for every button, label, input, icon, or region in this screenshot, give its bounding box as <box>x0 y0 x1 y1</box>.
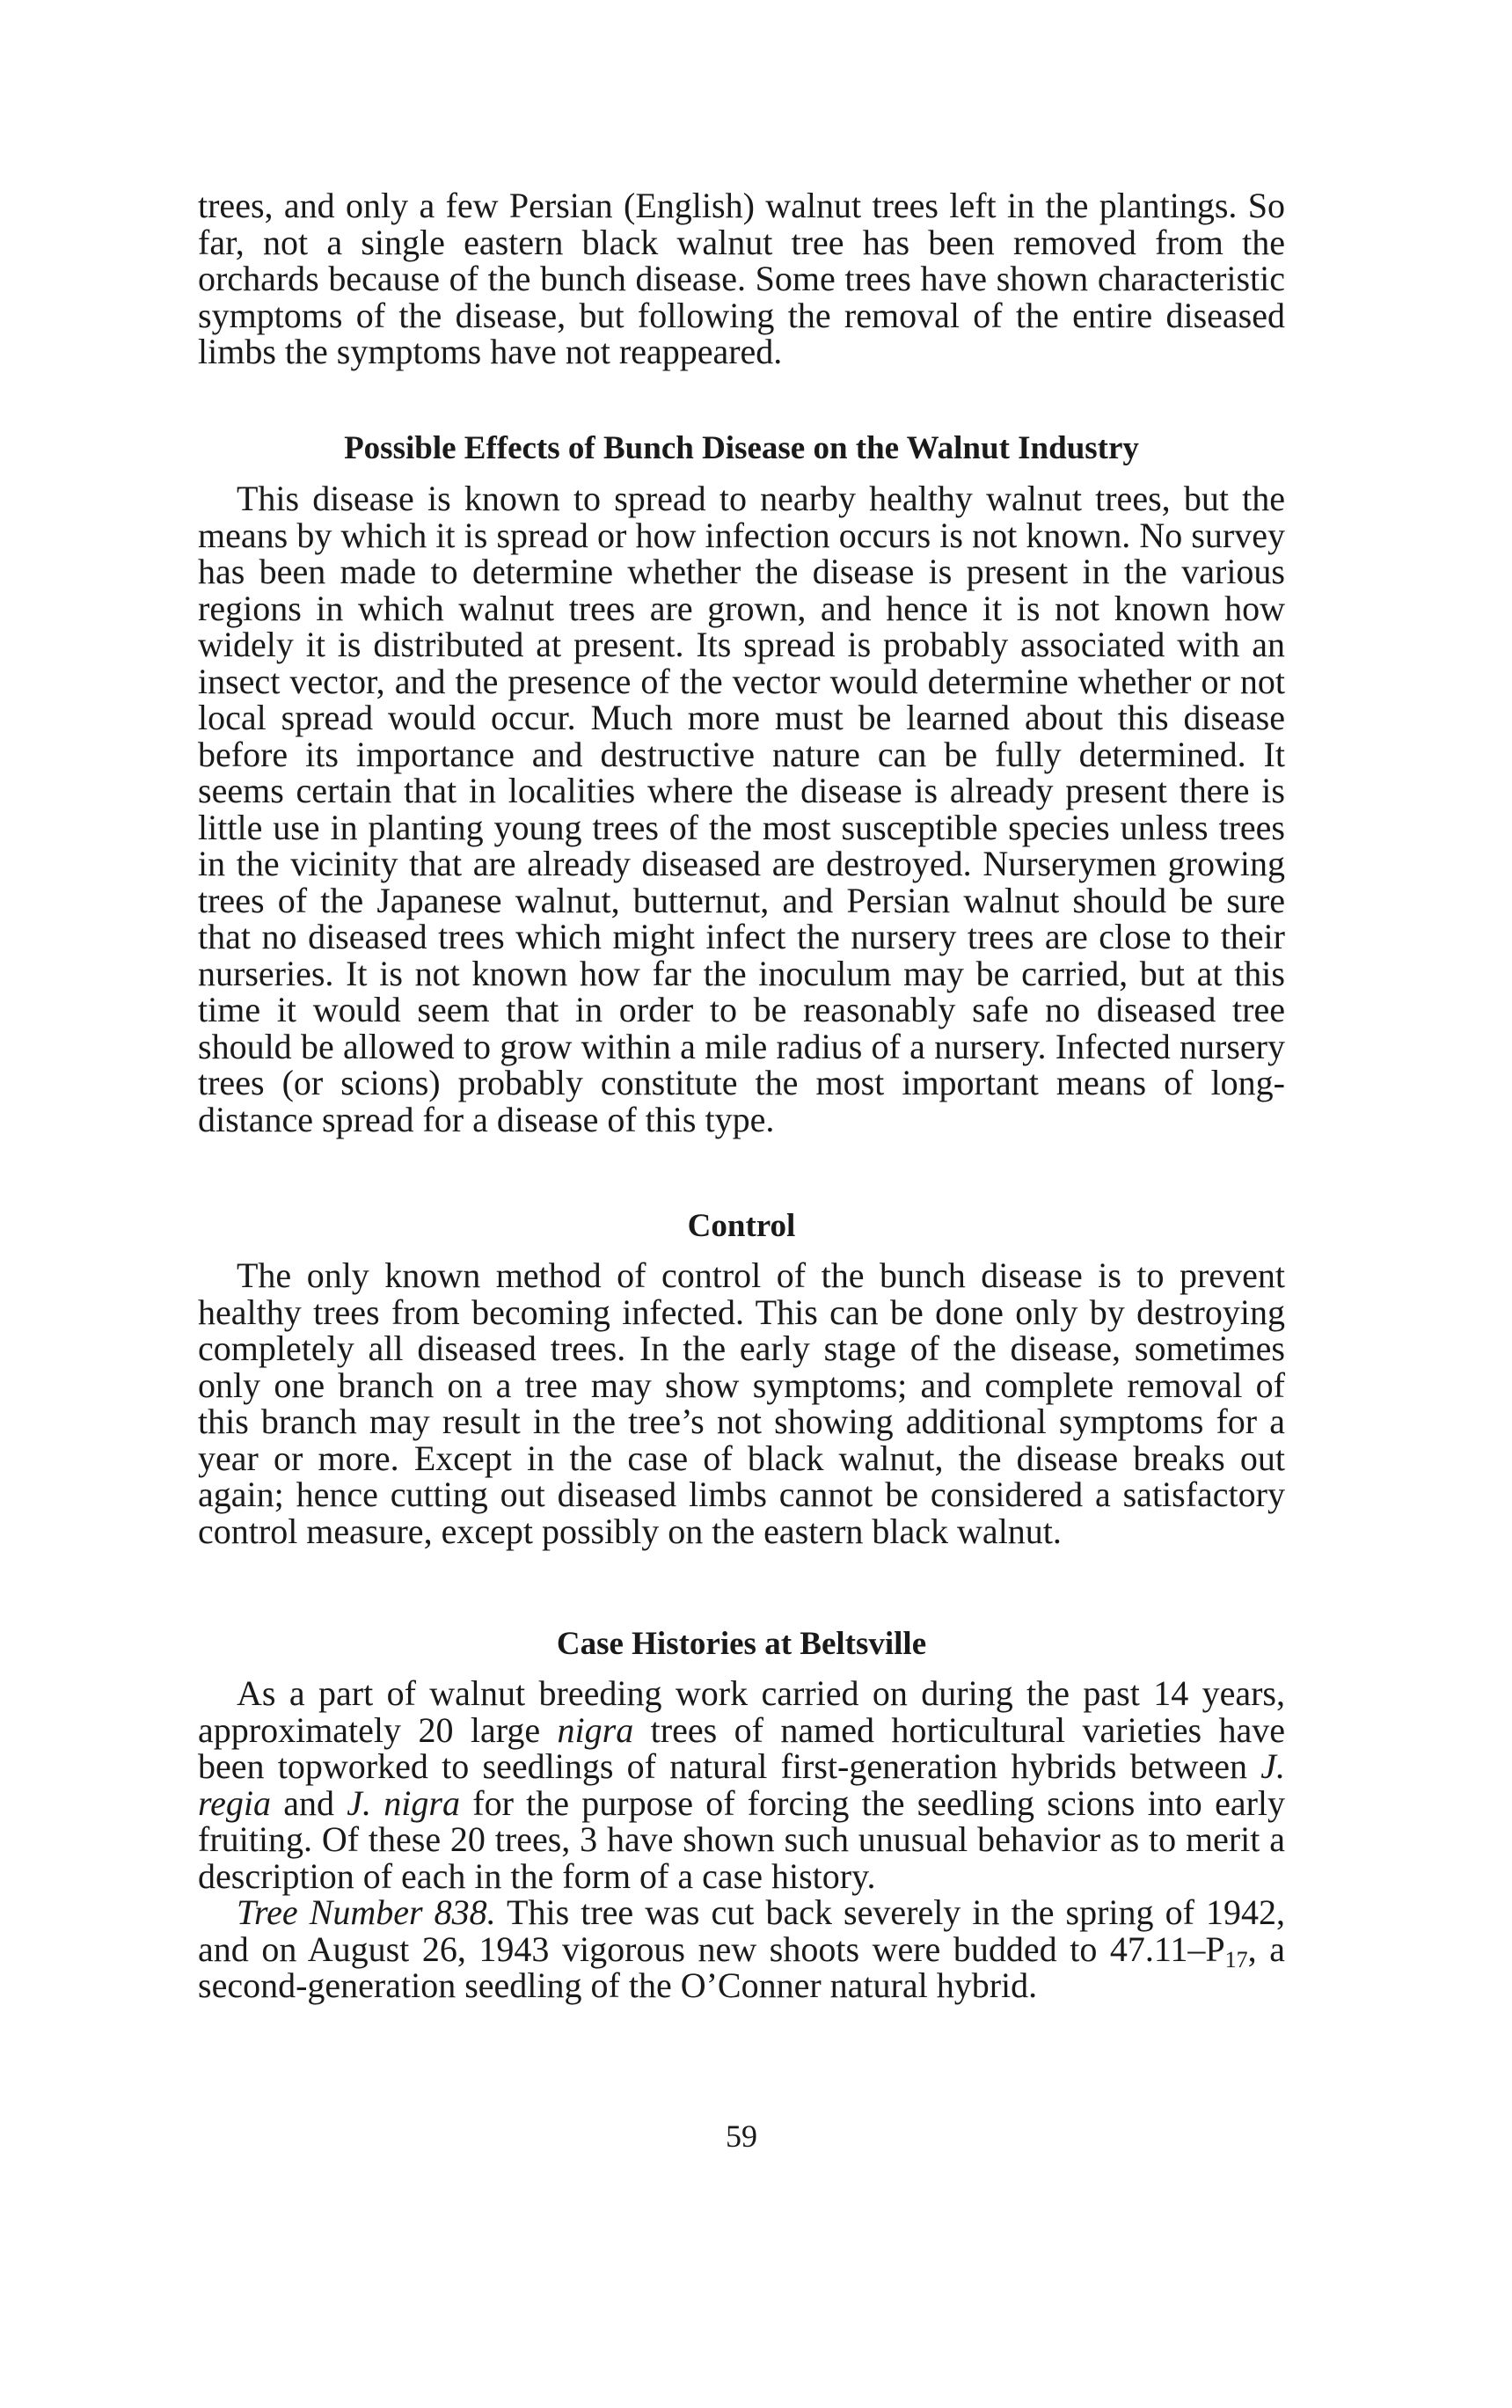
tree-838-text-a: This tree was cut back severely in the spring of 1942, and on August 26, 1943 vigorous new shoots were budded to 47.11–P <box>198 1892 1285 1969</box>
section-heading-control: Control <box>687 1208 796 1244</box>
species-regia: J. regia <box>198 1746 1285 1823</box>
control-paragraph: The only known method of control of the bunch disease is to prevent healthy trees from becoming infected. This can be done only by destroying completely all diseased trees. In the early stage of the disease, sometimes only one branch on a tree may show symptoms; and complete removal of this branch may result in the tree’s not showing additional symptoms for a year or more. Except in the case of black walnut, the disease breaks out again; hence cutting out diseased limbs cannot be considered a satisfactory control measure, except possibly on the eastern black walnut. <box>198 1255 1285 1551</box>
case-text-d: for the purpose of forcing the seedling scions into early fruiting. Of these 20 trees, 3 have shown such unusual behavior as to merit a description of each in the form of a case history. <box>198 1782 1286 1896</box>
section-heading-case-histories: Case Histories at Beltsville <box>556 1626 927 1662</box>
control-paragraph-block <box>198 1257 1285 1549</box>
case-histories-paragraph <box>198 1675 1285 1894</box>
section-heading-effects: Possible Effects of Bunch Disease on the Walnut Industry <box>344 430 1139 466</box>
intro-paragraph-block <box>198 187 1285 370</box>
tree-838-text-b: , a second-generation seedling of the O’Conner natural hybrid. <box>198 1929 1285 2005</box>
case-text-a: As a part of walnut breeding work carried on during the past 14 years, approximately 20 large <box>198 1673 1285 1750</box>
tree-838-paragraph <box>198 1894 1285 2004</box>
species-j-nigra: J. nigra <box>347 1782 460 1823</box>
case-text-c: and <box>270 1782 347 1823</box>
species-nigra: nigra <box>557 1709 634 1750</box>
hybrid-subscript: 17 <box>1224 1946 1248 1973</box>
effects-paragraph-block <box>198 480 1285 1138</box>
tree-838-title: Tree Number 838. <box>237 1892 496 1932</box>
case-histories-block <box>198 1675 1285 2004</box>
intro-paragraph: trees, and only a few Persian (English) walnut trees left in the plantings. So far, not a single eastern black walnut tree has been removed from the orchards because of the bunch disease. Some trees have shown characteristic symptoms of the disease, but following the removal of the entire diseased limbs the symptoms have not reappeared. <box>198 186 1285 371</box>
effects-paragraph: This disease is known to spread to nearby healthy walnut trees, but the means by which it is spread or how infection occurs is not known. No survey has been made to determine whether the disease is present in the various regions in which walnut trees are grown, and hence it is not known how widely it is distributed at present. Its spread is probably associated with an insect vector, and the presence of the vector would determine whether or not local spread would occur. Much more must be learned about this disease before its importance and destructive nature can be fully determined. It seems certain that in localities where the disease is already present there is little use in planting young trees of the most susceptible species unless trees in the vicinity that are already diseased are destroyed. Nurserymen growing trees of the Japanese walnut, butternut, and Persian walnut should be sure that no diseased trees which might infect the nursery trees are close to their nurseries. It is not known how far the inoculum may be carried, but at this time it would seem that in order to be reasonably safe no diseased tree should be allowed to grow within a mile radius of a nursery. Infected nursery trees (or scions) probably constitute the most important means of long-distance spread for a disease of this type. <box>198 479 1285 1139</box>
case-text-b: trees of named horticultural varieties have been topworked to seedlings of natural first-generation hybrids between <box>198 1709 1285 1786</box>
page-number: 59 <box>726 2119 757 2154</box>
